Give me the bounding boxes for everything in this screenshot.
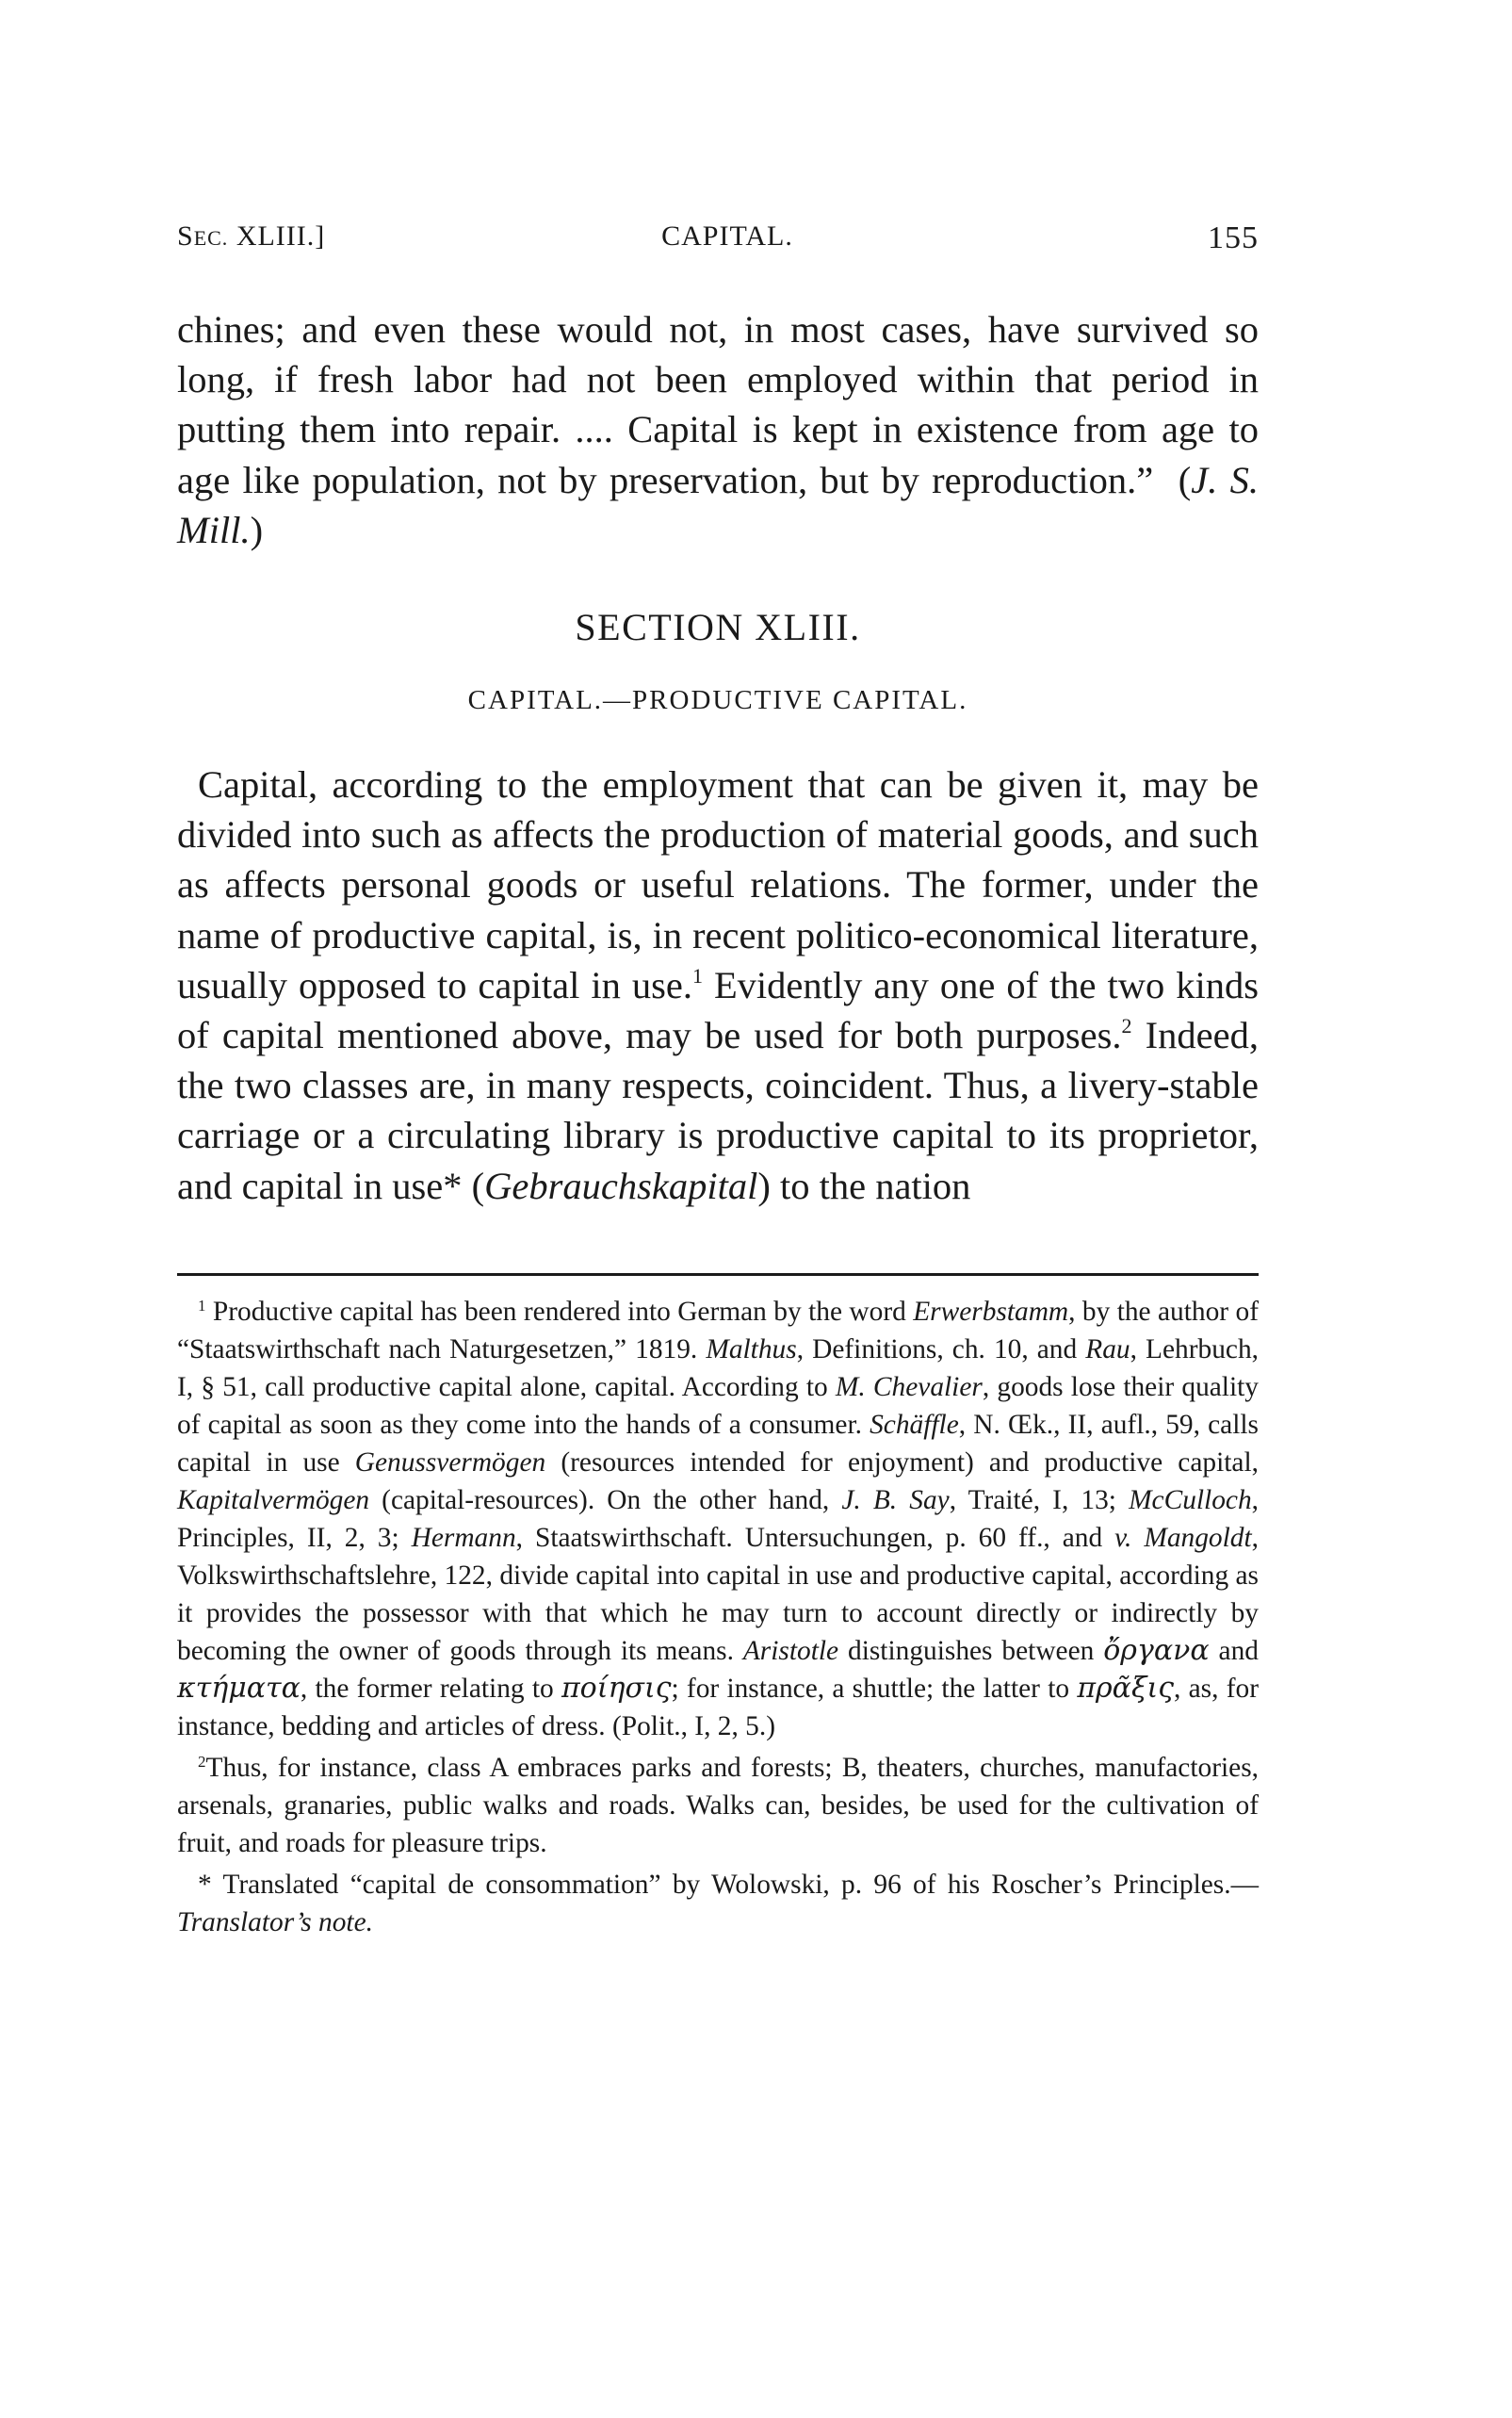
greek-term: ὄργανα bbox=[1103, 1634, 1210, 1667]
footnote-text: Thus, for instance, class A embraces parks and forests; B, theaters, churches, manufactories, arsenals, granaries, public walks and roads. Walks can, besides, be used for the cultivation of fruit, and roads for pleasure trips. bbox=[177, 1753, 1259, 1858]
attribution-paren-close: ) bbox=[250, 508, 264, 551]
footnote-italic: Malthus bbox=[706, 1334, 797, 1364]
quote-continuation bbox=[177, 304, 1259, 555]
footnote-text: , the former relating to bbox=[300, 1674, 561, 1704]
footnote-text: , Staatswirthschaft. Untersuchungen, p. 60 ff., and bbox=[515, 1523, 1115, 1553]
greek-term: κτήματα bbox=[177, 1672, 301, 1705]
running-head-section-smallcaps: EC. bbox=[193, 226, 229, 250]
paragraph-segment: Evidently any one of the two kinds of capital mentioned above, may be used for both purposes. bbox=[177, 963, 1259, 1057]
page-number: 155 bbox=[1208, 221, 1259, 255]
footnote-text: , by the author of “Staatswirthschaft nach Naturgesetzen,” 1819. bbox=[177, 1297, 1259, 1364]
footnote-1 bbox=[177, 1293, 1259, 1745]
footnote-italic: Hermann bbox=[411, 1523, 516, 1553]
footnote-ref-2[interactable]: 2 bbox=[1121, 1014, 1132, 1038]
running-head-section-number: XLIII.] bbox=[228, 221, 326, 252]
footnote-text: and bbox=[1209, 1636, 1259, 1666]
quote-paragraph bbox=[177, 304, 1259, 555]
footnote-text: , goods lose their quality of capital as soon as they come into the hands of a consumer. bbox=[177, 1372, 1259, 1440]
footnote-italic: McCulloch bbox=[1129, 1485, 1252, 1515]
footnote-text: , Volkswirthschaftslehre, 122, divide capital into capital in use and productive capital, according as it provides the possessor with that which he may turn to account directly or indirectly by becoming the owner of goods through its means. bbox=[177, 1523, 1259, 1666]
running-head-title: CAPITAL. bbox=[661, 221, 793, 252]
footnotes bbox=[177, 1293, 1259, 1945]
quote-attribution: J. S. Mill. bbox=[177, 458, 1259, 551]
footnote-italic: Kapitalvermögen bbox=[177, 1485, 370, 1515]
footnote-text: (capital-resources). On the other hand, bbox=[369, 1485, 842, 1515]
paragraph-segment: Capital, according to the employment that can be given it, may be divided into such as affects the production of material goods, and such as affects personal goods or useful relations. The former, under the name of productive capital, is, in recent politico-economical literature, usually opposed to capital in use. bbox=[177, 763, 1259, 1006]
footnote-text: , Traité, I, 13; bbox=[949, 1485, 1130, 1515]
footnote-2-mark: 2 bbox=[198, 1753, 206, 1771]
footnote-italic: J. B. Say bbox=[841, 1485, 950, 1515]
italic-term: Gebrauchskapital bbox=[484, 1164, 758, 1207]
footnote-italic: M. Chevalier bbox=[835, 1372, 983, 1402]
section-heading: SECTION XLIII. bbox=[575, 606, 861, 648]
greek-term: ποίησις bbox=[561, 1672, 672, 1705]
footnote-text: Productive capital has been rendered into German by the word bbox=[205, 1297, 914, 1327]
footnote-italic: Schäffle bbox=[870, 1410, 959, 1440]
footnote-text: , Definitions, ch. 10, and bbox=[796, 1334, 1086, 1364]
footnote-2 bbox=[177, 1749, 1259, 1862]
paragraph-segment: ) to the nation bbox=[757, 1164, 971, 1207]
footnote-italic: Rau bbox=[1085, 1334, 1130, 1364]
quote-text: chines; and even these would not, in most cases, have survived so long, if fresh labor had not been employed within that period in putting them into repair. .... Capital is kept in existence from age to age like population, not by preservation, but by reproduction.” bbox=[177, 308, 1259, 501]
footnote-italic: Genussvermögen bbox=[354, 1447, 546, 1478]
footnote-text: , Lehrbuch, I, § 51, call productive capital alone, capital. According to bbox=[177, 1334, 1260, 1402]
footnote-asterisk-mark: * bbox=[198, 1870, 212, 1900]
footnote-ref-1[interactable]: 1 bbox=[691, 963, 703, 988]
translator-note-label: Translator’s note. bbox=[177, 1907, 373, 1937]
footnote-divider bbox=[177, 1273, 1259, 1276]
footnote-translator bbox=[177, 1866, 1259, 1941]
footnote-italic: v. Mangoldt bbox=[1114, 1523, 1252, 1553]
footnote-text: , as, for instance, bedding and articles of dress. (Polit., I, 2, 5.) bbox=[177, 1674, 1259, 1741]
footnote-text: Translated “capital de consommation” by Wolowski, p. 96 of his Roscher’s Principles.— bbox=[211, 1870, 1259, 1900]
section-subheading: CAPITAL.—PRODUCTIVE CAPITAL. bbox=[467, 685, 968, 715]
main-paragraph-text bbox=[177, 760, 1259, 1211]
footnote-italic: Aristotle bbox=[742, 1636, 839, 1666]
attribution-paren-open: ( bbox=[1178, 458, 1192, 501]
footnote-1-mark: 1 bbox=[198, 1297, 206, 1315]
footnote-italic: Erwerbstamm bbox=[913, 1297, 1069, 1327]
footnote-text: ; for instance, a shuttle; the latter to bbox=[671, 1674, 1078, 1704]
greek-term: πρᾶξις bbox=[1077, 1672, 1175, 1705]
footnote-text: distinguishes between bbox=[838, 1636, 1104, 1666]
footnote-text: (resources intended for enjoyment) and productive capital, bbox=[545, 1447, 1259, 1478]
paragraph-segment: Indeed, the two classes are, in many respects, coincident. Thus, a livery-stable carriage or a circulating library is productive capital to its proprietor, and capital in use* ( bbox=[177, 1014, 1259, 1207]
footnote-text: , N. Œk., II, aufl., 59, calls capital in use bbox=[177, 1410, 1259, 1478]
main-paragraph bbox=[177, 760, 1259, 1211]
running-head-section-initial: S bbox=[177, 221, 194, 252]
running-head bbox=[177, 221, 1259, 258]
footnote-text: , Principles, II, 2, 3; bbox=[177, 1485, 1260, 1553]
